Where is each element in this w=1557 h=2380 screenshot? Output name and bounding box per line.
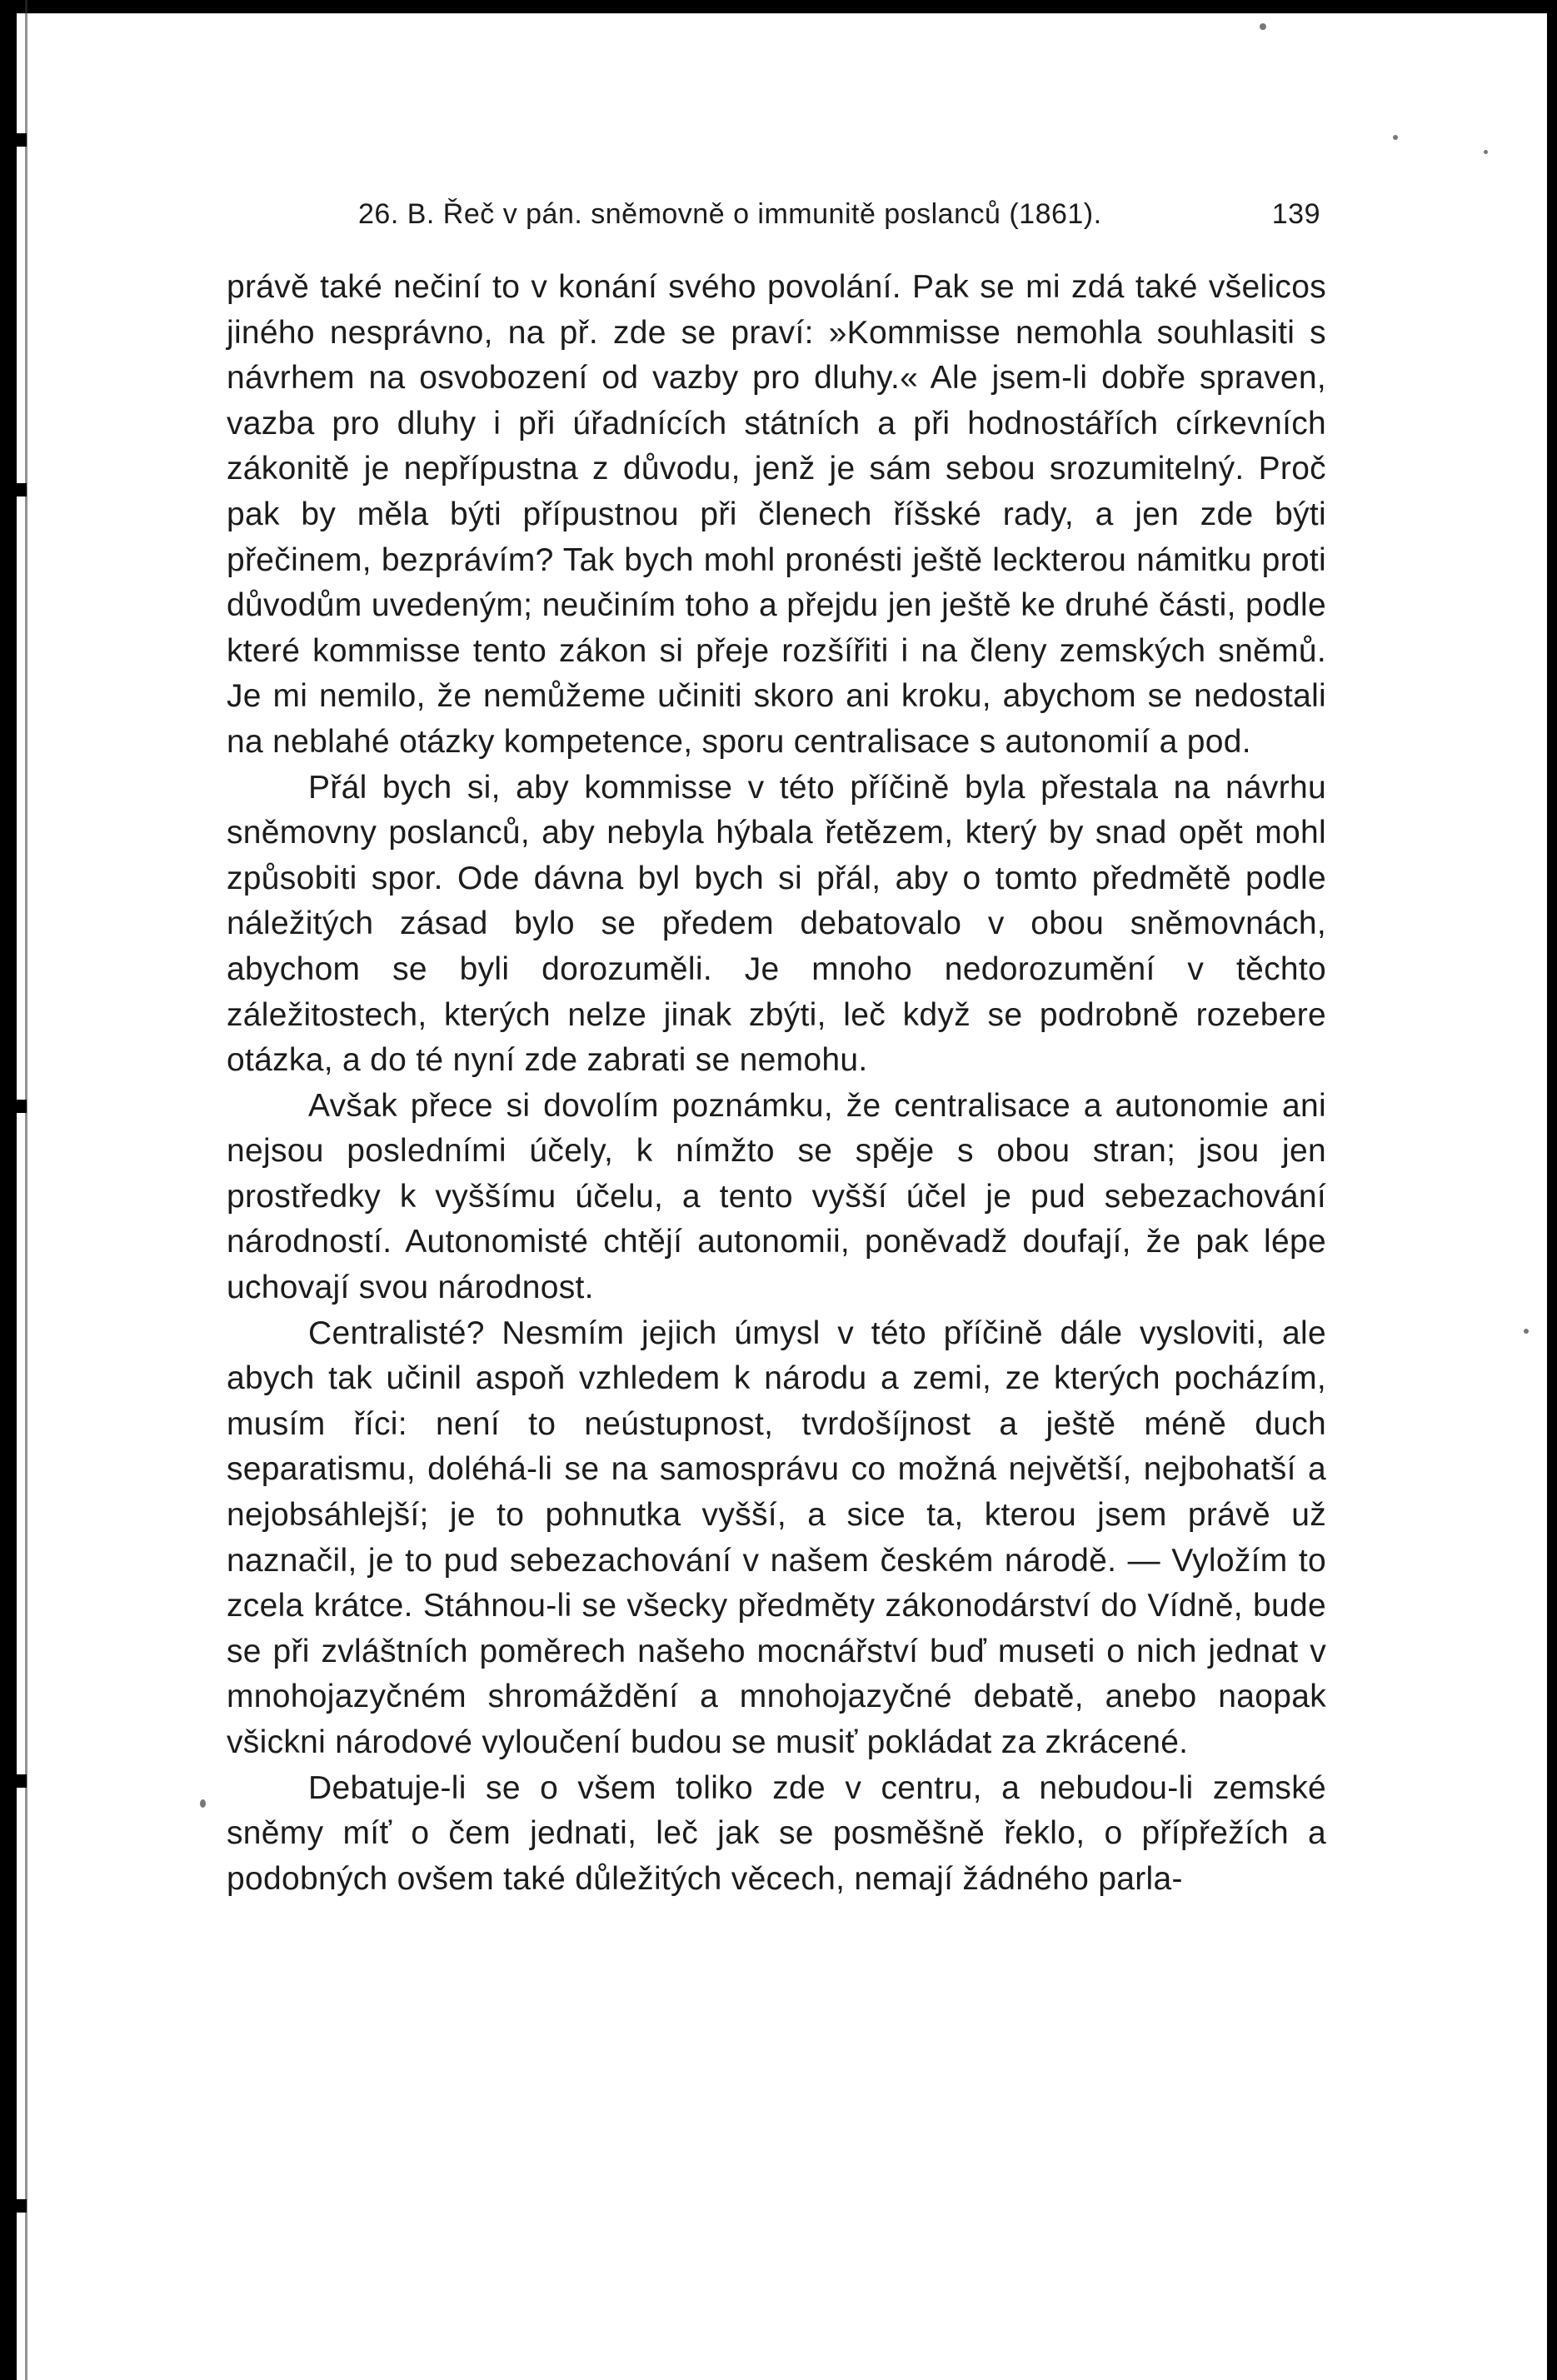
scan-edge-left bbox=[0, 0, 17, 2380]
scan-speck bbox=[200, 1799, 206, 1808]
binding-mark bbox=[3, 483, 27, 496]
header-title: 26. B. Řeč v pán. sněmovně o immunitě poslanců (1861). bbox=[358, 198, 1102, 230]
binding-mark bbox=[3, 2199, 27, 2213]
binding-mark bbox=[3, 1774, 27, 1788]
scan-speck bbox=[1393, 135, 1398, 140]
body-text bbox=[227, 265, 1326, 1902]
scan-edge-right bbox=[1547, 0, 1557, 2380]
binding-mark bbox=[3, 1100, 27, 1113]
scan-edge-top bbox=[0, 0, 1557, 13]
paragraph: právě také nečiní to v konání svého povolání. Pak se mi zdá také všelicos jiného nesprávno, na př. zde se praví: »Kommisse nemohla souhlasiti s návrhem na osvobození od vazby pro dluhy.« Ale jsem-li dobře spraven, vazba pro dluhy i při úřadnících státních a při hodnostářích církevních zákonitě je nepřípustna z důvodu, jenž je sám sebou srozumitelný. Proč pak by měla býti přípustnou při členech říšské rady, a jen zde býti přečinem, bezprávím? Tak bych mohl pronésti ještě leckterou námitku proti důvodům uvedeným; neučiním toho a přejdu jen ještě ke druhé části, podle které kommisse tento zákon si přeje rozšířiti i na členy zemských sněmů. Je mi nemilo, že nemůžeme učiniti skoro ani kroku, abychom se nedostali na neblahé otázky kompetence, sporu centralisace s autonomií a pod. bbox=[227, 269, 1326, 760]
scan-speck bbox=[1524, 1329, 1529, 1334]
running-header bbox=[358, 198, 1320, 240]
paragraph: Centralisté? Nesmím jejich úmysl v této příčině dále vysloviti, ale abych tak učinil aspoň vzhledem k národu a zemi, ze kterých pocházím, musím říci: není to neústupnost, tvrdošíjnost a ještě méně duch separatismu, doléhá-li se na samosprávu co možná největší, nejbohatší a nejobsáhlejší; je to pohnutka vyšší, a sice ta, kterou jsem právě už naznačil, je to pud sebezachování v našem českém národě. — Vyložím to zcela krátce. Stáhnou-li se všecky předměty zákonodárství do Vídně, bude se při zvláštních poměrech našeho mocnářství buď museti o nich jednat v mnohojazyčném shromáždění a mnohojazyčné debatě, anebo naopak všickni národové vyloučení budou se musiť pokládat za zkrácené. bbox=[227, 1315, 1326, 1760]
binding-gutter-line bbox=[25, 0, 27, 2380]
scan-speck bbox=[1260, 23, 1266, 30]
scan-speck bbox=[1484, 150, 1488, 154]
paragraph: Přál bych si, aby kommisse v této příčině byla přestala na návrhu sněmovny poslanců, aby nebyla hýbala řetězem, který by snad opět mohl způsobiti spor. Ode dávna byl bych si přál, aby o tomto předmětě podle náležitých zásad bylo se předem debatovalo v obou sněmovnách, abychom se byli dorozuměli. Je mnoho nedorozumění v těchto záležitostech, kterých nelze jinak zbýti, leč když se podrobně rozebere otázka, a do té nyní zde zabrati se nemohu. bbox=[227, 769, 1326, 1079]
page-number: 139 bbox=[1271, 198, 1320, 230]
binding-mark bbox=[3, 133, 27, 147]
paragraph: Debatuje-li se o všem toliko zde v centru, a nebudou-li zemské sněmy míť o čem jednati, leč jak se posměšně řeklo, o přípřežích a podobných ovšem také důležitých věcech, nemají žádného parla- bbox=[227, 1769, 1326, 1897]
paragraph: Avšak přece si dovolím poznámku, že centralisace a autonomie ani nejsou posledními účely, k nímžto se spěje s obou stran; jsou jen prostředky k vyššímu účelu, a tento vyšší účel je pud sebezachování národností. Autonomisté chtějí autonomii, poněvadž doufají, že pak lépe uchovají svou národnost. bbox=[227, 1087, 1326, 1306]
